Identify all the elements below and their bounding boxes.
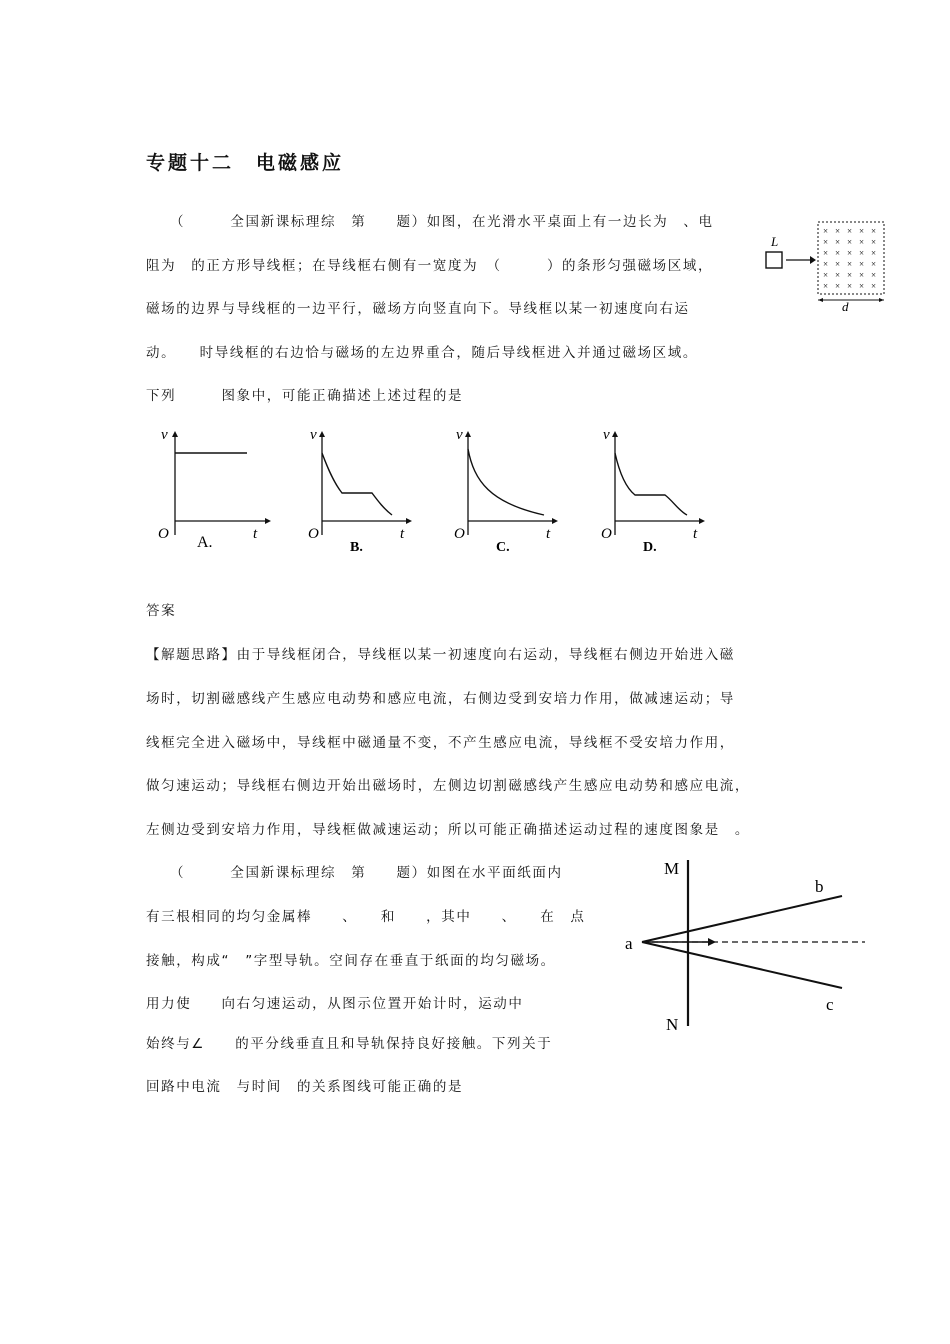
graph-b — [302, 425, 422, 555]
graph-d-option: D. — [643, 540, 657, 555]
graph-c-curve — [468, 449, 544, 515]
square-loop — [766, 252, 782, 268]
graph-d — [595, 425, 715, 555]
field-cross: × — [847, 281, 853, 291]
field-cross: × — [859, 248, 865, 258]
solution-line-1: 【解题思路】由于导线框闭合，导线框以某一初速度向右运动，导线框右侧边开始进入磁 — [146, 647, 735, 663]
field-cross: × — [823, 281, 829, 291]
field-cross: × — [871, 270, 877, 280]
field-cross: × — [871, 259, 877, 269]
field-cross: × — [835, 237, 841, 247]
q1-line-1: （ 全国新课标理综 第 题）如图，在光滑水平桌面上有一边长为 、电 — [170, 214, 714, 230]
field-cross: × — [835, 281, 841, 291]
q2-line-2: 有三根相同的均匀金属棒 、 和 ，其中 、 在 点 — [146, 909, 586, 925]
field-cross: × — [835, 270, 841, 280]
graph-a-option: A. — [197, 534, 213, 551]
solution-line-3: 线框完全进入磁场中，导线框中磁通量不变，不产生感应电流，导线框不受安培力作用， — [146, 735, 735, 751]
field-cross: × — [859, 281, 865, 291]
graph-c-option: C. — [496, 540, 510, 555]
field-cross: × — [823, 237, 829, 247]
rail-ab — [642, 896, 842, 942]
q1-line-5: 下列 图象中，可能正确描述上述过程的是 — [146, 388, 464, 404]
q2-line-6: 回路中电流 与时间 的关系图线可能正确的是 — [146, 1079, 464, 1095]
graph-b-t-label: t — [400, 526, 405, 542]
field-cross: × — [835, 259, 841, 269]
graph-b-option: B. — [350, 540, 363, 555]
graph-b-v-label: v — [310, 427, 317, 443]
field-cross: × — [871, 226, 877, 236]
graph-c-origin: O — [454, 526, 465, 542]
field-cross: × — [859, 270, 865, 280]
graph-d-origin: O — [601, 526, 612, 542]
field-cross: × — [859, 237, 865, 247]
field-cross: × — [823, 248, 829, 258]
loop-side-label: L — [771, 234, 779, 249]
field-cross: × — [871, 281, 877, 291]
label-m: M — [664, 859, 680, 878]
field-cross: × — [835, 226, 841, 236]
q1-field-figure — [760, 218, 890, 313]
graph-a-origin: O — [158, 526, 169, 542]
rail-ac — [642, 942, 842, 988]
graph-b-origin: O — [308, 526, 319, 542]
label-c: c — [826, 995, 834, 1014]
graph-c-v-label: v — [456, 427, 463, 443]
field-cross: × — [823, 226, 829, 236]
q2-line-4: 用力使 向右匀速运动，从图示位置开始计时，运动中 — [146, 996, 524, 1012]
label-a: a — [625, 934, 633, 953]
field-width-label: d — [842, 299, 849, 314]
graph-c — [448, 425, 568, 555]
solution-line-5: 左侧边受到安培力作用，导线框做减速运动；所以可能正确描述运动过程的速度图象是 。 — [146, 822, 750, 838]
field-cross: × — [859, 226, 865, 236]
field-cross: × — [847, 259, 853, 269]
field-cross: × — [859, 259, 865, 269]
field-cross: × — [847, 237, 853, 247]
q2-line-1: （ 全国新课标理综 第 题）如图在水平面纸面内 — [170, 865, 563, 881]
page-title: 专题十二 电磁感应 — [146, 152, 345, 174]
q1-line-2: 阻为 的正方形导线框；在导线框右侧有一宽度为 （ ）的条形匀强磁场区域， — [146, 258, 714, 274]
q2-rail-figure — [620, 852, 870, 1032]
q1-line-4: 动。 时导线框的右边恰与磁场的左边界重合，随后导线框进入并通过磁场区域。 — [146, 345, 698, 361]
field-cross: × — [835, 248, 841, 258]
q1-line-3: 磁场的边界与导线框的一边平行，磁场方向竖直向下。导线框以某一初速度向右运 — [146, 301, 690, 317]
solution-line-2: 场时，切割磁感线产生感应电动势和感应电流，右侧边受到安培力作用，做减速运动；导 — [146, 691, 735, 707]
field-cross: × — [871, 237, 877, 247]
answer-label: 答案 — [146, 603, 177, 619]
field-cross: × — [847, 248, 853, 258]
graph-a-v-label: v — [161, 427, 168, 443]
label-b: b — [815, 877, 824, 896]
solution-line-4: 做匀速运动；导线框右侧边开始出磁场时，左侧边切割磁感线产生感应电动势和感应电流， — [146, 778, 750, 794]
field-cross: × — [823, 270, 829, 280]
graph-b-curve — [322, 453, 392, 515]
graph-d-curve — [615, 453, 687, 515]
graph-d-v-label: v — [603, 427, 610, 443]
velocity-arrow — [708, 938, 716, 946]
graph-a — [155, 425, 275, 555]
field-cross: × — [823, 259, 829, 269]
q2-line-5: 始终与∠ 的平分线垂直且和导轨保持良好接触。下列关于 — [146, 1036, 553, 1052]
field-crosses — [823, 226, 876, 291]
graph-a-t-label: t — [253, 526, 258, 542]
graph-d-t-label: t — [693, 526, 698, 542]
graph-c-t-label: t — [546, 526, 551, 542]
field-cross: × — [847, 226, 853, 236]
field-cross: × — [847, 270, 853, 280]
field-cross: × — [871, 248, 877, 258]
label-n: N — [666, 1015, 679, 1034]
q2-line-3: 接触，构成“ ”字型导轨。空间存在垂直于纸面的均匀磁场。 — [146, 953, 556, 969]
